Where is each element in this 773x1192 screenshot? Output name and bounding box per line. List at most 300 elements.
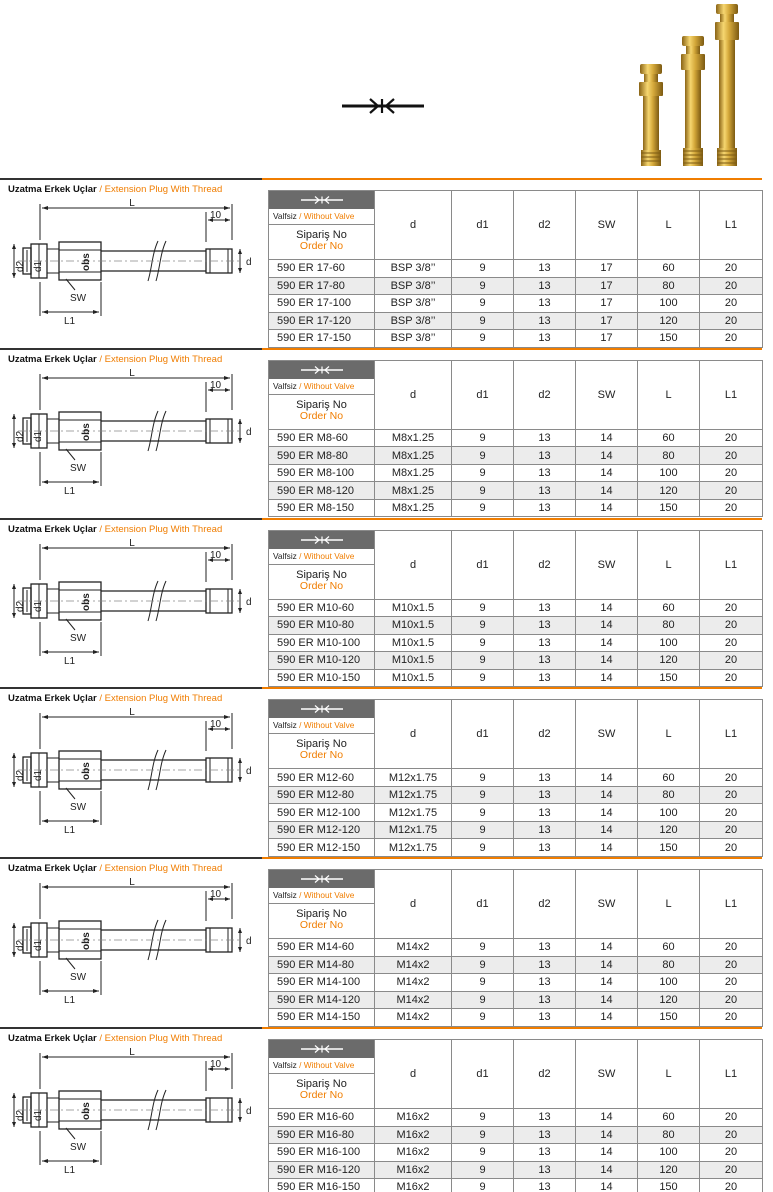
- column-header-sw: SW: [576, 1040, 638, 1109]
- l1-cell: 20: [700, 295, 763, 313]
- coupling-header-icon: [269, 700, 374, 718]
- column-header-l: L: [638, 191, 700, 260]
- table-row: [269, 617, 763, 635]
- d-cell: M12x1.75: [375, 821, 452, 839]
- d2-cell: 13: [514, 1179, 576, 1192]
- order-label-tr: Sipariş No: [296, 229, 347, 241]
- d1-cell: 9: [452, 669, 514, 687]
- product-section-1: [0, 172, 773, 345]
- l-cell: 150: [638, 839, 700, 857]
- section-rule-accent: [262, 178, 762, 180]
- order-no-header: [269, 1040, 375, 1109]
- section-title-tr: Uzatma Erkek Uçlar: [8, 1033, 97, 1044]
- l1-cell: 20: [700, 1009, 763, 1027]
- column-header-d1: d1: [452, 870, 514, 939]
- table-row: [269, 482, 763, 500]
- l-cell: 150: [638, 1009, 700, 1027]
- fitting-medium: [681, 36, 705, 166]
- dim-label-L1: L1: [64, 316, 76, 327]
- l-cell: 150: [638, 330, 700, 348]
- section-title-separator: /: [99, 693, 102, 705]
- dim-label-10: 10: [210, 379, 222, 391]
- l1-cell: 20: [700, 599, 763, 617]
- order-label-en: Order No: [299, 919, 344, 932]
- dim-label-d2: d2: [15, 1109, 26, 1121]
- sw-cell: 14: [576, 599, 638, 617]
- dim-label-L: L: [129, 877, 135, 889]
- dim-label-d: d: [246, 936, 252, 948]
- d1-cell: 9: [452, 464, 514, 482]
- technical-drawing: [0, 368, 262, 508]
- order-no-cell: 590 ER M10-60: [269, 599, 375, 617]
- dim-label-10: 10: [210, 210, 222, 221]
- d1-cell: 9: [452, 617, 514, 635]
- section-title: [8, 693, 222, 704]
- section-rule-dark: [0, 348, 262, 350]
- order-no-cell: 590 ER M12-120: [269, 821, 375, 839]
- order-no-cell: 590 ER 17-80: [269, 277, 375, 295]
- fitting-long: [715, 4, 739, 166]
- order-no-cell: 590 ER 17-60: [269, 260, 375, 278]
- l-cell: 60: [638, 599, 700, 617]
- l1-cell: 20: [700, 634, 763, 652]
- section-title-tr: Uzatma Erkek Uçlar: [8, 863, 97, 875]
- spec-table: [268, 190, 763, 348]
- order-no-cell: 590 ER M10-80: [269, 617, 375, 635]
- valve-label-tr: Valfsiz: [273, 720, 297, 731]
- valve-label-sep: /: [299, 550, 302, 561]
- d1-cell: 9: [452, 499, 514, 517]
- d-cell: BSP 3/8’’: [375, 260, 452, 278]
- table-row: [269, 599, 763, 617]
- order-label: [269, 904, 374, 931]
- table-row: [269, 1179, 763, 1192]
- d1-cell: 9: [452, 1144, 514, 1162]
- sw-cell: 14: [576, 617, 638, 635]
- l1-cell: 20: [700, 482, 763, 500]
- l1-cell: 20: [700, 1109, 763, 1127]
- d1-cell: 9: [452, 769, 514, 787]
- d2-cell: 13: [514, 447, 576, 465]
- order-label-en: Order No: [299, 240, 344, 252]
- d2-cell: 13: [514, 991, 576, 1009]
- l1-cell: 20: [700, 991, 763, 1009]
- table-row: [269, 1161, 763, 1179]
- d-cell: M10x1.5: [375, 652, 452, 670]
- l-cell: 80: [638, 447, 700, 465]
- coupling-header-icon: [269, 1040, 374, 1058]
- l-cell: 80: [638, 1126, 700, 1144]
- d-cell: M16x2: [375, 1161, 452, 1179]
- d2-cell: 13: [514, 769, 576, 787]
- d1-cell: 9: [452, 447, 514, 465]
- section-title: [8, 863, 222, 874]
- order-label-en: Order No: [299, 409, 344, 422]
- d-cell: M10x1.5: [375, 669, 452, 687]
- valve-label-sep: /: [299, 380, 302, 391]
- order-no-cell: 590 ER M14-150: [269, 1009, 375, 1027]
- table-row: [269, 786, 763, 804]
- dim-label-d1: d1: [33, 430, 44, 442]
- table-row: [269, 634, 763, 652]
- dim-label-L1: L1: [64, 655, 76, 667]
- section-title-tr: Uzatma Erkek Uçlar: [8, 523, 97, 535]
- table-row: [269, 652, 763, 670]
- d1-cell: 9: [452, 277, 514, 295]
- d-cell: M16x2: [375, 1179, 452, 1192]
- d2-cell: 13: [514, 634, 576, 652]
- valve-label: [269, 1058, 374, 1074]
- column-header-d1: d1: [452, 530, 514, 599]
- column-header-l1: L1: [700, 1040, 763, 1109]
- column-header-d: d: [375, 530, 452, 599]
- l1-cell: 20: [700, 974, 763, 992]
- order-no-cell: 590 ER M8-150: [269, 499, 375, 517]
- l1-cell: 20: [700, 617, 763, 635]
- d1-cell: 9: [452, 312, 514, 330]
- dim-label-d: d: [246, 596, 252, 608]
- l1-cell: 20: [700, 499, 763, 517]
- table-row: [269, 429, 763, 447]
- order-no-cell: 590 ER M16-150: [269, 1179, 375, 1192]
- sw-cell: 14: [576, 1009, 638, 1027]
- sw-cell: 14: [576, 956, 638, 974]
- column-header-l: L: [638, 530, 700, 599]
- coupling-header-icon: [269, 361, 374, 379]
- product-section-3: [0, 512, 773, 682]
- order-no-cell: 590 ER M8-80: [269, 447, 375, 465]
- table-row: [269, 1126, 763, 1144]
- order-no-cell: 590 ER M12-60: [269, 769, 375, 787]
- valve-label: [269, 209, 374, 225]
- column-header-l1: L1: [700, 700, 763, 769]
- dim-label-L1: L1: [64, 485, 76, 497]
- valve-label-tr: Valfsiz: [273, 550, 297, 561]
- d1-cell: 9: [452, 260, 514, 278]
- order-label-en: Order No: [299, 579, 344, 592]
- order-label: [269, 565, 374, 592]
- order-label: [269, 734, 374, 761]
- l-cell: 60: [638, 769, 700, 787]
- l-cell: 100: [638, 804, 700, 822]
- column-header-d2: d2: [514, 870, 576, 939]
- d-cell: M8x1.25: [375, 447, 452, 465]
- table-row: [269, 804, 763, 822]
- sw-cell: 14: [576, 1161, 638, 1179]
- order-no-cell: 590 ER M14-100: [269, 974, 375, 992]
- section-title: [8, 354, 222, 365]
- sw-cell: 14: [576, 482, 638, 500]
- d-cell: M8x1.25: [375, 464, 452, 482]
- sw-cell: 14: [576, 669, 638, 687]
- d1-cell: 9: [452, 634, 514, 652]
- spec-table: [268, 360, 763, 518]
- order-label-tr: Sipariş No: [296, 1078, 347, 1090]
- dim-label-d: d: [246, 257, 252, 268]
- d1-cell: 9: [452, 429, 514, 447]
- column-header-l: L: [638, 360, 700, 429]
- column-header-sw: SW: [576, 700, 638, 769]
- valve-label-en: Without Valve: [303, 550, 355, 561]
- dim-label-d1: d1: [33, 940, 44, 952]
- d1-cell: 9: [452, 1009, 514, 1027]
- d-cell: M10x1.5: [375, 599, 452, 617]
- dim-label-SW: SW: [70, 1142, 87, 1153]
- l-cell: 120: [638, 482, 700, 500]
- table-row: [269, 295, 763, 313]
- column-header-d: d: [375, 360, 452, 429]
- valve-label-tr: Valfsiz: [273, 890, 297, 901]
- valve-label-en: Without Valve: [303, 211, 355, 221]
- d-cell: M14x2: [375, 939, 452, 957]
- d2-cell: 13: [514, 786, 576, 804]
- section-rule-dark: [0, 518, 262, 520]
- column-header-d1: d1: [452, 360, 514, 429]
- column-header-d: d: [375, 1040, 452, 1109]
- d1-cell: 9: [452, 839, 514, 857]
- dim-label-10: 10: [210, 719, 222, 731]
- dim-label-L: L: [129, 367, 135, 379]
- d-cell: M14x2: [375, 991, 452, 1009]
- spec-table: [268, 869, 763, 1027]
- l1-cell: 20: [700, 652, 763, 670]
- coupling-symbol-icon: [340, 96, 426, 116]
- d1-cell: 9: [452, 1109, 514, 1127]
- l-cell: 100: [638, 634, 700, 652]
- d-cell: M8x1.25: [375, 499, 452, 517]
- l-cell: 120: [638, 1161, 700, 1179]
- order-no-cell: 590 ER M8-60: [269, 429, 375, 447]
- valve-label: [269, 888, 374, 904]
- sw-cell: 17: [576, 277, 638, 295]
- d1-cell: 9: [452, 974, 514, 992]
- column-header-d2: d2: [514, 700, 576, 769]
- dim-label-d1: d1: [33, 770, 44, 782]
- order-no-cell: 590 ER 17-120: [269, 312, 375, 330]
- sw-cell: 14: [576, 839, 638, 857]
- table-row: [269, 991, 763, 1009]
- d2-cell: 13: [514, 839, 576, 857]
- d-cell: BSP 3/8’’: [375, 312, 452, 330]
- d2-cell: 13: [514, 652, 576, 670]
- dim-label-SW: SW: [70, 972, 87, 984]
- section-rule-dark: [0, 1027, 262, 1029]
- valve-label-en: Without Valve: [303, 380, 355, 391]
- dim-label-L1: L1: [64, 825, 76, 837]
- d2-cell: 13: [514, 1009, 576, 1027]
- brand-mark: obs: [81, 253, 92, 271]
- l-cell: 100: [638, 1144, 700, 1162]
- d2-cell: 13: [514, 1126, 576, 1144]
- l1-cell: 20: [700, 821, 763, 839]
- d1-cell: 9: [452, 991, 514, 1009]
- d-cell: M14x2: [375, 974, 452, 992]
- column-header-d: d: [375, 191, 452, 260]
- order-no-header: [269, 700, 375, 769]
- l-cell: 60: [638, 939, 700, 957]
- order-no-cell: 590 ER 17-150: [269, 330, 375, 348]
- sw-cell: 14: [576, 1109, 638, 1127]
- d2-cell: 13: [514, 956, 576, 974]
- valve-label-sep: /: [299, 720, 302, 731]
- l-cell: 80: [638, 617, 700, 635]
- section-title-tr: Uzatma Erkek Uçlar: [8, 353, 97, 365]
- brand-mark: obs: [81, 1102, 92, 1120]
- dim-label-10: 10: [210, 1059, 222, 1070]
- d2-cell: 13: [514, 939, 576, 957]
- product-section-6: [0, 1021, 773, 1191]
- d-cell: BSP 3/8’’: [375, 295, 452, 313]
- technical-drawing: [0, 707, 262, 847]
- column-header-sw: SW: [576, 870, 638, 939]
- sw-cell: 17: [576, 295, 638, 313]
- valve-label-sep: /: [299, 1060, 302, 1070]
- d1-cell: 9: [452, 804, 514, 822]
- sw-cell: 14: [576, 429, 638, 447]
- dim-label-SW: SW: [70, 632, 87, 644]
- brass-fittings-illustration: [626, 0, 756, 170]
- sw-cell: 14: [576, 634, 638, 652]
- d2-cell: 13: [514, 464, 576, 482]
- sw-cell: 14: [576, 447, 638, 465]
- dim-label-d: d: [246, 766, 252, 778]
- dim-label-d2: d2: [15, 260, 26, 272]
- sw-cell: 14: [576, 786, 638, 804]
- technical-drawing: [0, 1047, 262, 1187]
- product-section-5: [0, 851, 773, 1024]
- section-title-separator: /: [99, 353, 102, 365]
- d1-cell: 9: [452, 1126, 514, 1144]
- spec-table: [268, 530, 763, 688]
- dim-label-d1: d1: [33, 260, 44, 272]
- d-cell: M12x1.75: [375, 769, 452, 787]
- d2-cell: 13: [514, 804, 576, 822]
- column-header-l: L: [638, 1040, 700, 1109]
- l-cell: 120: [638, 991, 700, 1009]
- section-title-separator: /: [99, 1033, 102, 1044]
- dim-label-L1: L1: [64, 1165, 76, 1176]
- section-rule-dark: [0, 178, 262, 180]
- dim-label-d2: d2: [15, 940, 26, 952]
- order-no-cell: 590 ER M16-80: [269, 1126, 375, 1144]
- l1-cell: 20: [700, 1144, 763, 1162]
- spec-table: [268, 699, 763, 857]
- technical-drawing: [0, 198, 262, 338]
- section-title-en: Extension Plug With Thread: [104, 1033, 223, 1044]
- d2-cell: 13: [514, 330, 576, 348]
- l-cell: 120: [638, 652, 700, 670]
- sw-cell: 14: [576, 769, 638, 787]
- sw-cell: 14: [576, 939, 638, 957]
- section-rule-dark: [0, 687, 262, 689]
- d2-cell: 13: [514, 617, 576, 635]
- d1-cell: 9: [452, 821, 514, 839]
- l-cell: 60: [638, 260, 700, 278]
- sw-cell: 14: [576, 1126, 638, 1144]
- section-rule-accent: [262, 857, 762, 859]
- table-row: [269, 939, 763, 957]
- d-cell: M16x2: [375, 1126, 452, 1144]
- dim-label-L: L: [129, 1047, 135, 1058]
- l1-cell: 20: [700, 1126, 763, 1144]
- column-header-l1: L1: [700, 870, 763, 939]
- dim-label-d2: d2: [15, 600, 26, 612]
- d2-cell: 13: [514, 429, 576, 447]
- dim-label-d: d: [246, 1106, 252, 1117]
- l-cell: 150: [638, 499, 700, 517]
- section-title-tr: Uzatma Erkek Uçlar: [8, 693, 97, 705]
- order-no-cell: 590 ER M14-60: [269, 939, 375, 957]
- section-title-en: Extension Plug With Thread: [104, 523, 223, 535]
- sw-cell: 14: [576, 499, 638, 517]
- l1-cell: 20: [700, 804, 763, 822]
- dim-label-SW: SW: [70, 802, 87, 814]
- l-cell: 120: [638, 821, 700, 839]
- dim-label-L: L: [129, 707, 135, 719]
- order-no-cell: 590 ER M10-120: [269, 652, 375, 670]
- order-no-header: [269, 360, 375, 429]
- section-title-separator: /: [99, 863, 102, 875]
- valve-label-tr: Valfsiz: [273, 380, 297, 391]
- sw-cell: 14: [576, 1144, 638, 1162]
- sw-cell: 17: [576, 260, 638, 278]
- dim-label-10: 10: [210, 549, 222, 561]
- order-label-tr: Sipariş No: [296, 908, 347, 921]
- l1-cell: 20: [700, 939, 763, 957]
- l1-cell: 20: [700, 277, 763, 295]
- section-title: [8, 184, 222, 195]
- order-no-cell: 590 ER M16-60: [269, 1109, 375, 1127]
- d1-cell: 9: [452, 482, 514, 500]
- sw-cell: 14: [576, 991, 638, 1009]
- d2-cell: 13: [514, 312, 576, 330]
- column-header-d2: d2: [514, 191, 576, 260]
- dim-label-SW: SW: [70, 293, 87, 304]
- l-cell: 100: [638, 974, 700, 992]
- d1-cell: 9: [452, 599, 514, 617]
- brand-mark: obs: [81, 423, 92, 441]
- l-cell: 60: [638, 429, 700, 447]
- d2-cell: 13: [514, 260, 576, 278]
- l1-cell: 20: [700, 464, 763, 482]
- column-header-sw: SW: [576, 191, 638, 260]
- table-row: [269, 447, 763, 465]
- sw-cell: 14: [576, 804, 638, 822]
- d-cell: M12x1.75: [375, 804, 452, 822]
- dim-label-d: d: [246, 426, 252, 438]
- order-no-cell: 590 ER M8-120: [269, 482, 375, 500]
- column-header-d: d: [375, 870, 452, 939]
- order-label-tr: Sipariş No: [296, 398, 347, 411]
- dim-label-d2: d2: [15, 430, 26, 442]
- l-cell: 120: [638, 312, 700, 330]
- section-title-en: Extension Plug With Thread: [104, 863, 223, 875]
- column-header-d: d: [375, 700, 452, 769]
- order-no-cell: 590 ER 17-100: [269, 295, 375, 313]
- d-cell: M10x1.5: [375, 617, 452, 635]
- table-row: [269, 464, 763, 482]
- d-cell: M16x2: [375, 1144, 452, 1162]
- l1-cell: 20: [700, 330, 763, 348]
- l1-cell: 20: [700, 956, 763, 974]
- sw-cell: 14: [576, 1179, 638, 1192]
- order-label: [269, 225, 374, 252]
- l-cell: 100: [638, 295, 700, 313]
- d1-cell: 9: [452, 1179, 514, 1192]
- valve-label-en: Without Valve: [303, 890, 355, 901]
- column-header-d1: d1: [452, 700, 514, 769]
- sw-cell: 14: [576, 652, 638, 670]
